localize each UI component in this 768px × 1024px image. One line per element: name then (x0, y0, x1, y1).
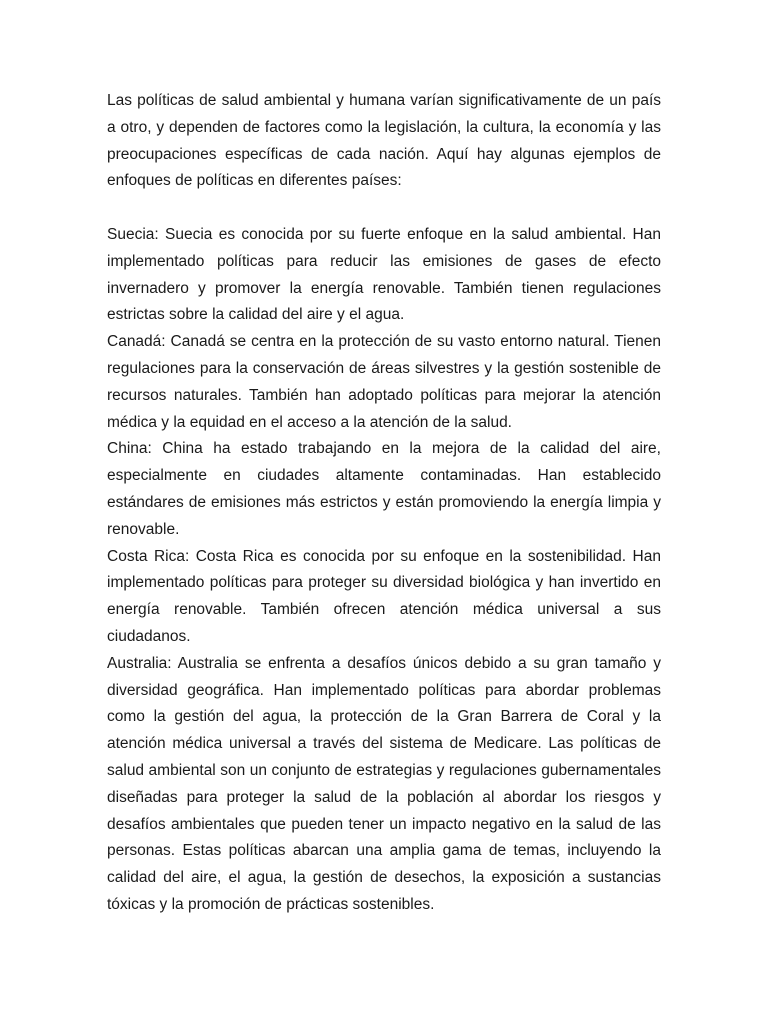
paragraph-australia: Australia: Australia se enfrenta a desafíos únicos debido a su gran tamaño y diversidad geográfica. Han implementado políticas para abordar problemas como la gestión del agua, la protección de la Gran Barrera de Coral y la atención médica universal a través del sistema de Medicare. Las políticas de salud ambiental son un conjunto de estrategias y regulaciones gubernamentales diseñadas para proteger la salud de la población al abordar los riesgos y desafíos ambientales que pueden tener un impacto negativo en la salud de las personas. Estas políticas abarcan una amplia gama de temas, incluyendo la calidad del aire, el agua, la gestión de desechos, la exposición a sustancias tóxicas y la promoción de prácticas sostenibles. (107, 654, 661, 913)
paragraph-china: China: China ha estado trabajando en la mejora de la calidad del aire, especialmente en ciudades altamente contaminadas. Han establecido estándares de emisiones más estrictos y están promoviendo la energía limpia y renovable. (107, 440, 661, 538)
paragraph-suecia: Suecia: Suecia es conocida por su fuerte enfoque en la salud ambiental. Han implementado políticas para reducir las emisiones de gases de efecto invernadero y promover la energía renovable. También tienen regulaciones estrictas sobre la calidad del aire y el agua. (107, 225, 661, 324)
paragraph-gap (107, 195, 661, 222)
paragraph-canada: Canadá: Canadá se centra en la protección de su vasto entorno natural. Tienen regulaciones para la conservación de áreas silvestres y la gestión sostenible de recursos naturales. También han adoptado políticas para mejorar la atención médica y la equidad en el acceso a la atención de la salud. (107, 333, 661, 431)
document-body (107, 88, 661, 919)
intro-paragraph: Las políticas de salud ambiental y humana varían significativamente de un país a otro, y dependen de factores como la legislación, la cultura, la economía y las preocupaciones específicas de cada nación. Aquí hay algunas ejemplos de enfoques de políticas en diferentes países: (107, 92, 661, 190)
paragraph-costa-rica: Costa Rica: Costa Rica es conocida por su enfoque en la sostenibilidad. Han implementado políticas para proteger su diversidad biológica y han invertido en energía renovable. También ofrecen atención médica universal a sus ciudadanos. (107, 547, 661, 645)
